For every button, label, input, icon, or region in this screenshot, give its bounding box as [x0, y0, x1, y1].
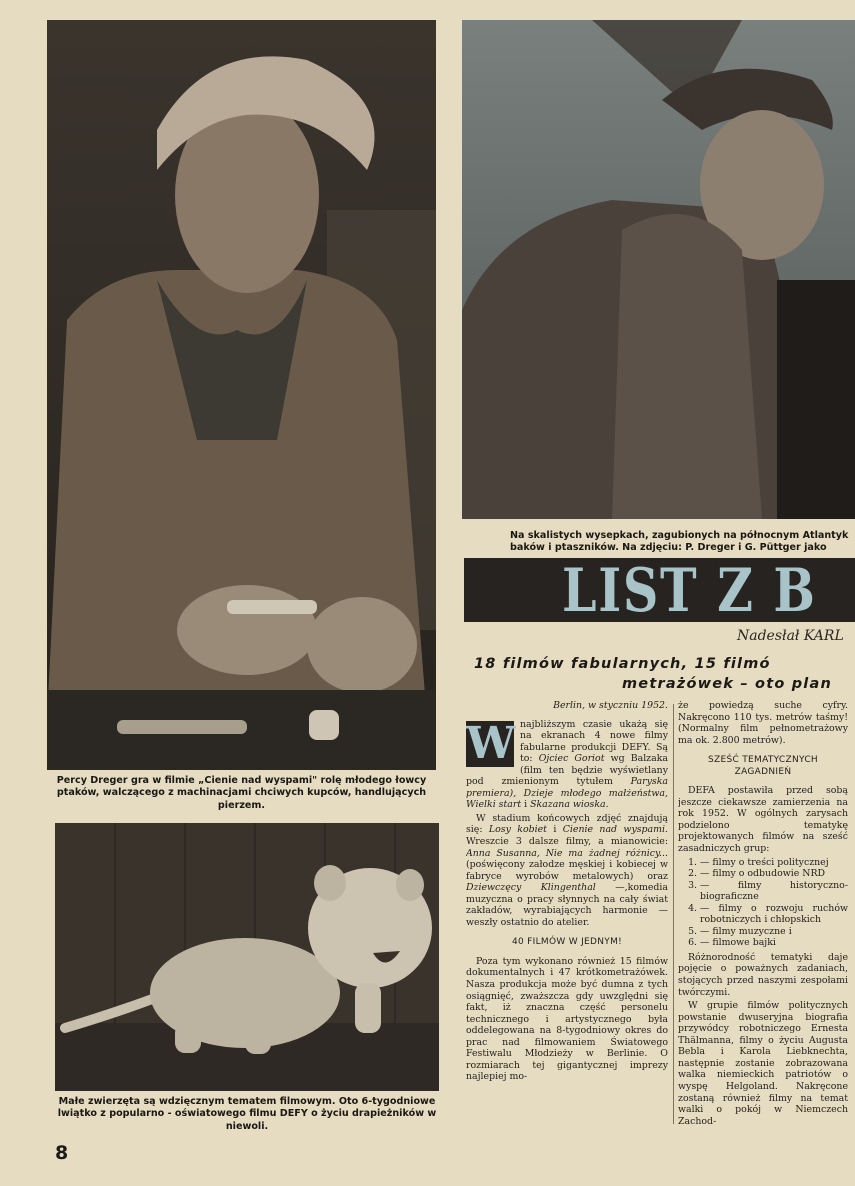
drop-cap: W — [466, 717, 516, 769]
article-title-banner — [464, 558, 855, 622]
photo-percy-dreger — [47, 20, 436, 770]
page-number: 8 — [55, 1142, 69, 1164]
photo-caption-2: Małe zwierzęta są wdzięcznym tematem filmowym. Oto 6-tygodniowe lwiątko z popularno - oświatowego filmu DEFY o życiu drapieżników w niewoli. — [57, 1096, 437, 1132]
column-divider — [673, 704, 674, 1124]
list-item: 5. — filmy muzyczne i — [700, 926, 848, 938]
article-lead — [474, 654, 855, 694]
photo-caption-3-line2: baków i ptaszników. Na zdjęciu: P. Dreger i G. Püttger jako — [510, 542, 827, 554]
article-paragraph-7: W grupie filmów politycznych powstanie dwuseryjna biografia przywódcy robotniczego Ernesta Thälmanna, filmy o życiu Augusta Bebla i Karola Liebknechta, następnie zostanie zobrazowana walka niemieckich patriotów o wyspę Helgoland. Nakręcone zostaną również filmy na temat walki o pokój w Niemczech Zachod- — [678, 1000, 848, 1127]
article-title: LIST Z B — [562, 558, 817, 622]
man-with-knife-image — [47, 20, 436, 770]
list-item: 1. — filmy o treści politycznej — [700, 857, 848, 869]
lead-line-1: 18 filmów fabularnych, 15 filmó — [474, 656, 771, 672]
photo-caption-1: Percy Dreger gra w filmie „Cienie nad wyspami" rolę młodego łowcy ptaków, walczącego z machinacjami chciwych kupców, handlujących pierzem. — [56, 775, 427, 811]
film-groups-list — [678, 857, 848, 949]
article-column-2 — [678, 700, 848, 1130]
photo-lion-cub — [55, 823, 439, 1091]
list-item: 2. — filmy o odbudowie NRD — [700, 868, 848, 880]
article-paragraph-5: DEFA postawiła przed sobą jeszcze ciekawsze zamierzenia na rok 1952. W ogólnych zarysach podzielono tematykę projektowanych filmów na sześć zasadniczych grup: — [678, 785, 848, 855]
lead-line-2: metrażówek – oto plan — [622, 676, 832, 692]
section-heading-szesc: SZEŚĆ TEMATYCZNYCH ZAGADNIEŃ — [708, 755, 818, 777]
article-paragraph-4: że powiedzą suche cyfry. Nakręcono 110 tys. metrów taśmy! (Normalny film pełnometrażowy ma ok. 2.800 metrów). — [678, 700, 848, 746]
section-heading-40-filmow: 40 FILMÓW W JEDNYM! — [511, 937, 623, 948]
article-column-1 — [466, 700, 668, 1130]
photo-caption-3 — [470, 530, 855, 555]
list-item: 4. — filmy o rozwoju ruchów robotniczych i chłopskich — [700, 903, 848, 926]
lion-cub-image — [55, 823, 439, 1091]
article-paragraph-1: W najbliższym czasie ukażą się na ekranach 4 nowe filmy fabularne produkcji DEFY. Są to: Ojciec Goriot wg Balzaka (film ten będzie wyświetlany pod zmienionym tytułem Paryska premiera), Dzieje młodego małżeństwa, Wielki start i Skazana wioska. — [466, 717, 668, 811]
dreger-puttger-image — [462, 20, 855, 519]
article-paragraph-2: W stadium końcowych zdjęć znajdują się: Losy kobiet i Cienie nad wyspami. Wreszcie 3 dalsze filmy, a mianowicie: Anna Susanna, Nie ma żadnej różnicy... (poświęcony załodze męskiej i kobiecej w fabryce wyrobów metalowych) oraz Dziewczęcy Klingenthal —,komedia muzyczna o pracy słynnych na cały świat zakładów, wyrabiających harmonie — weszły ostatnio do atelier. — [466, 812, 668, 928]
list-item: 6. — filmowe bajki — [700, 937, 848, 949]
article-paragraph-3: Poza tym wykonano również 15 filmów dokumentalnych i 47 krótkometrażówek. Nasza produkcja może być dumna z tych osiągnięć, zważszcza gdy uwzględni się fakt, iż znaczna część personelu technicznego i artystycznego była oddelegowana na 8-tygodniowy okres do prac nad filmowaniem Światowego Festiwalu Młodzieży w Berlinie. O rozmiarach tej gigantycznej imprezy najlepiej mo- — [466, 955, 668, 1083]
article-byline: Nadesłał KARL — [737, 628, 844, 644]
article-dateline: Berlin, w styczniu 1952. — [553, 700, 668, 711]
photo-caption-3-line1: Na skalistych wysepkach, zagubionych na północnym Atlantyk — [510, 530, 849, 541]
list-item: 3. — filmy historyczno-biograficzne — [700, 880, 848, 903]
article-paragraph-6: Różnorodność tematyki daje pojęcie o poważnych zadaniach, stojących przed naszymi zespołami twórczymi. — [678, 951, 848, 998]
photo-islands — [462, 20, 855, 519]
